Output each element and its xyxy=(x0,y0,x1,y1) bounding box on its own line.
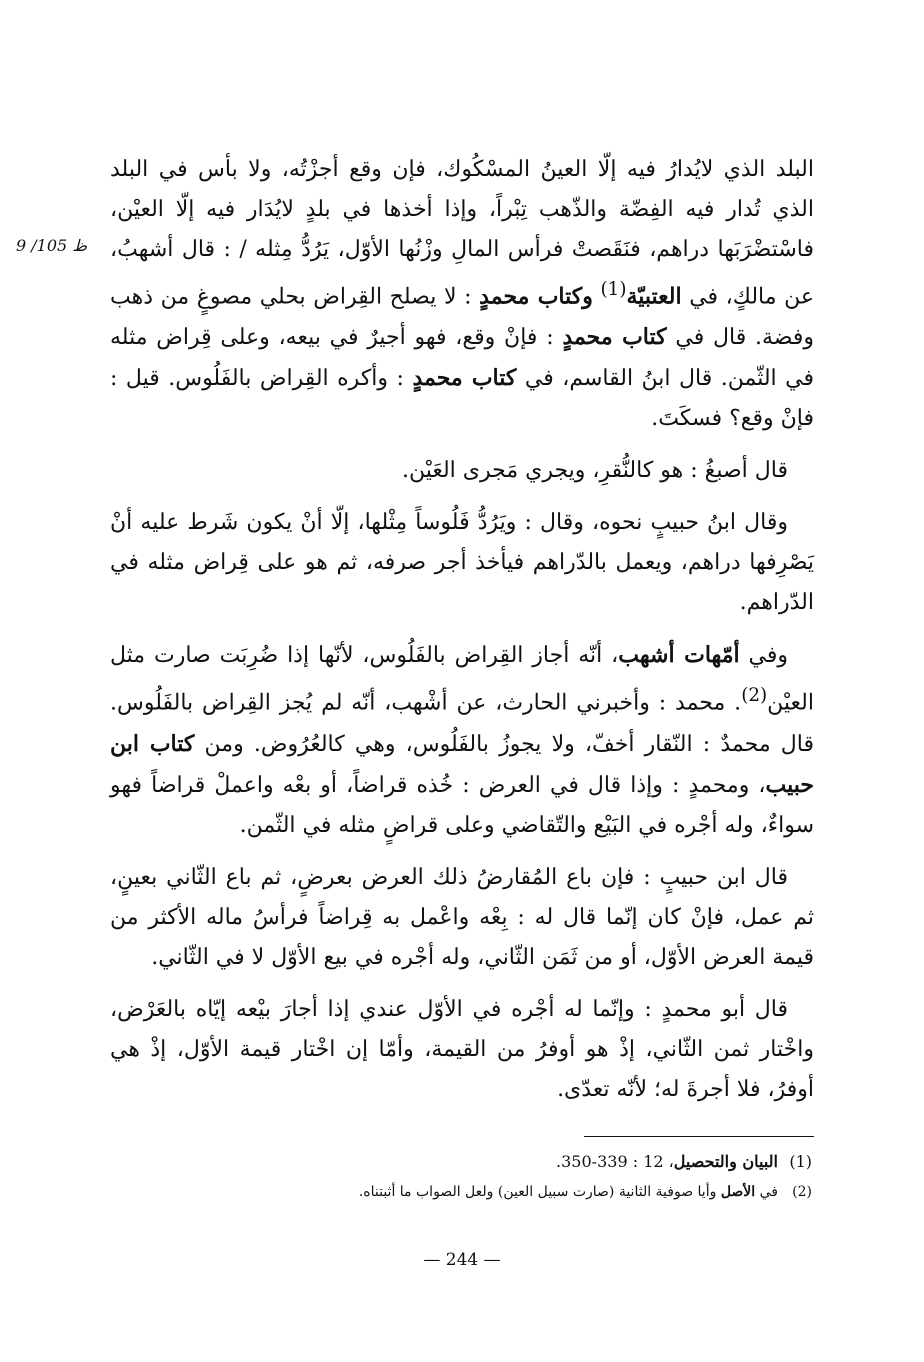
book-title: وكتاب محمدٍ xyxy=(479,283,593,310)
footnote-ref-1: (1) xyxy=(600,279,627,300)
paragraph-2: قال أصبغُ : هو كالنُّقرِ، ويجري مَجرى العَيْن. xyxy=(401,458,788,484)
paragraph-1 xyxy=(110,150,814,439)
text-run: : وأكره القِراض بالفَلُوس. قيل : فإنْ وقع؟ فسكَتَ. xyxy=(110,366,814,432)
footnote-1 xyxy=(110,1150,812,1174)
footnote-text: وأيا صوفية الثانية (صارت سبيل العين) ولعل الصواب ما أثبتناه. xyxy=(358,1184,721,1200)
paragraph-5: قال ابن حبيبٍ : فإن باع المُقارضُ ذلك العرض بعرضٍ، ثم باع الثّاني بعينٍ، ثم عمل، فإنْ كان إنّما قال له : بِعْه واعْمل به قِراضاً فرأسُ ماله الأكثر من قيمة العرض الأوّل، أو من ثَمَن الثّاني، وله أجْره في بيع الأوّل لا في الثّاني. xyxy=(110,864,814,970)
margin-folio-marker: 9 /105 ظ xyxy=(16,236,88,255)
main-text xyxy=(110,150,814,1122)
paragraph-4 xyxy=(110,635,814,845)
footnote-text: في xyxy=(755,1184,778,1200)
text-run: . محمد : وأخبرني الحارث، عن أشْهب، أنّه لم يُجز القِراض بالفَلُوس. قال محمدٌ : النّقار أخفّ، ولا يجوزُ بالفَلُوس، وهي كالعُرُوض. ومن xyxy=(110,690,814,757)
footnote-source-title: البيان والتحصيل xyxy=(673,1152,778,1171)
book-title: كتاب محمدٍ xyxy=(412,365,517,392)
text-run: وفي xyxy=(739,643,788,669)
footnote-text: ، 12 : 339-350. xyxy=(556,1152,674,1171)
footnote-number: (2) xyxy=(792,1184,812,1200)
text-run: : فإنْ وقع، فهو أجيرٌ في بيعه، وعلى قِراض مثله في الثّمن. قال ابنُ القاسم، في xyxy=(110,325,814,392)
paragraph-6: قال أبو محمدٍ : وإنّما له أجْره في الأوّل عندي إذا أجارَ بيْعه إيّاه بالعَرْض، واخْتار ثمن الثّاني، إذْ هو أوفرُ من القيمة، وأمّا إن اخْتار قيمة الأوّل، إذْ هي أوفرُ، فلا أجرةَ له؛ لأنّه تعدّى. xyxy=(110,996,814,1102)
footnote-2 xyxy=(110,1180,812,1204)
footnote-source-title: الأصل xyxy=(720,1184,756,1200)
text-run: : لا يصلح القِراض بحلي مصوغٍ من ذهب وفضة. قال في xyxy=(110,284,815,351)
page-number: — 244 — xyxy=(423,1250,501,1270)
book-title: كتاب محمدٍ xyxy=(562,324,667,351)
text-run: ، أنّه أجاز القِراض بالفَلُوس، لأنّها إذا ضُرِبَت صارت مثل العيْن xyxy=(110,643,814,716)
footnote-separator xyxy=(584,1136,814,1137)
text-run: البلد الذي لايُدارُ فيه إلّا العينُ المسْكُوك، فإن وقع أجزْتُه، ولا بأس في البلد الذي تُدار فيه الفِضّة والذّهب تِبْراً، وإذا أخذها في بلدٍ لايُدَار فيه إلّا العيْن، فاسْتضْرَبَها دراهم، فنَقَصتْ فرأس المالِ وزْنُها الأوّل، يَرُدُّ مِثله / : قال أشهبُ، عن مالكٍ، في xyxy=(110,157,815,310)
footnote-ref-2: (2) xyxy=(741,685,768,707)
book-title: العتبيّة xyxy=(626,283,682,310)
paragraph-3: وقال ابنُ حبيبٍ نحوه، وقال : ويَرُدُّ فَلُوساً مِثْلها، إلّا أنْ يكون شَرط عليه أنْ يَصْرِفها دراهم، ويعمل بالدّراهم فيأخذ أجر صرفه، ثم هو على قِراض مثله في الدّراهم. xyxy=(110,510,814,616)
book-title: كتاب ابن حبيب xyxy=(110,730,814,798)
text-run: ، ومحمدٍ : وإذا قال في العرض : خُذه قراضاً، أو بعْه واعملْ قراضاً فهو سواءٌ، وله أجْره في البَيْع والتّقاضي وعلى قراضٍ مثله في الثّمن. xyxy=(110,772,814,838)
book-title: أمّهات أشهب xyxy=(618,642,740,669)
footnote-number: (1) xyxy=(789,1152,812,1171)
